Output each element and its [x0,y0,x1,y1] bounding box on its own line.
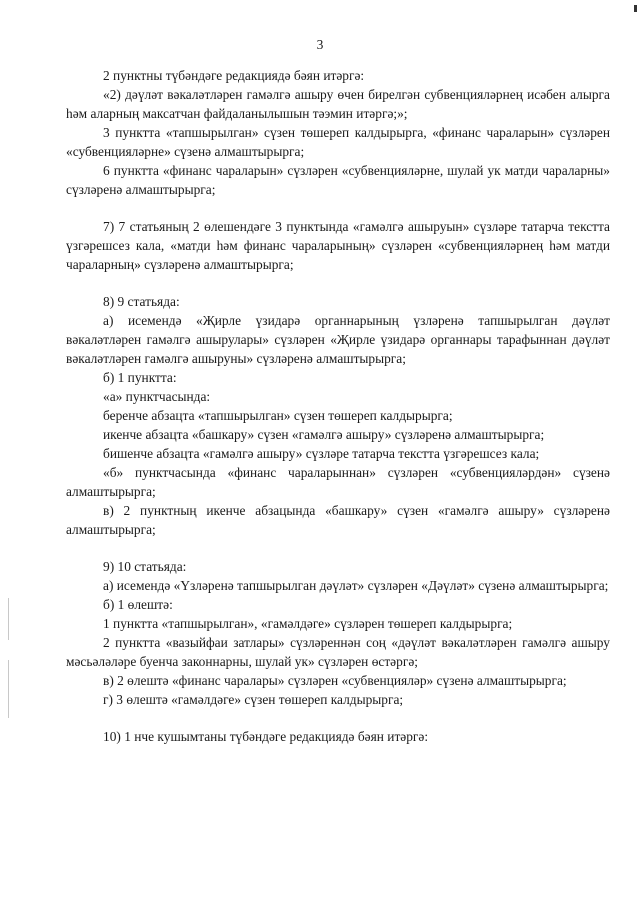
page-number: 3 [316,37,324,52]
document-body [66,66,610,746]
paragraph: 7) 7 статьяның 2 өлешендәге 3 пунктында «гамәлгә ашыруын» сүзләре татарча текстта үзгәрешсез кала, «матди һәм финанс чараларының» сүзләрен «субвенцияләрнең һәм матди чараларның» сүзләренә алмаштырырга; [66,219,610,272]
paragraph: 2 пунктта «вазыйфаи затлары» сүзләреннән соң «дәүләт вәкаләтләрен гамәлгә ашыру мәсьәләләре буенча законнарны, шулай ук» сүзләрен өстәргә; [66,635,610,669]
paragraph: 1 пунктта «тапшырылган», «гамәлдәге» сүзләрен төшереп калдырырга; [103,616,513,631]
paragraph: «2) дәүләт вәкаләтләрен гамәлгә ашыру өчен бирелгән субвенцияләрнең исәбен алырга һәм аларның максатчан файдаланылышын тәэмин итәргә;»; [66,87,610,121]
paragraph: «а» пунктчасында: [103,389,211,404]
paragraph: в) 2 пунктның икенче абзацында «башкару» сүзен «гамәлгә ашыру» сүзләренә алмаштырырга; [66,503,610,537]
paragraph: в) 2 өлештә «финанс чаралары» сүзләрен «субвенцияләр» сүзенә алмаштырырга; [103,673,567,688]
paragraph: 3 пунктта «тапшырылган» сүзен төшереп калдырырга, «финанс чараларын» сүзләрен «субвенцияләрне» сүзенә алмаштырырга; [66,125,610,159]
scan-corner-mark [634,5,637,12]
paragraph: икенче абзацта «башкару» сүзен «гамәлгә ашыру» сүзләренә алмаштырырга; [103,427,545,442]
paragraph: б) 1 пунктта: [103,370,177,385]
paragraph: 2 пунктны түбәндәге редакциядә бәян итәргә: [103,68,365,83]
scan-edge-mark [8,598,9,640]
paragraph: б) 1 өлештә: [103,597,173,612]
paragraph: 8) 9 статьяда: [103,294,180,309]
scan-edge-mark [8,660,9,718]
paragraph: беренче абзацта «тапшырылган» сүзен төшереп калдырырга; [103,408,453,423]
paragraph: 6 пунктта «финанс чараларын» сүзләрен «субвенцияләрне, шулай ук матди чараларны» сүзләренә алмаштырырга; [66,163,610,197]
paragraph: а) исемендә «Үзләренә тапшырылган дәүләт» сүзләрен «Дәүләт» сүзенә алмаштырырга; [103,578,609,593]
paragraph: г) 3 өлештә «гамәлдәге» сүзен төшереп калдырырга; [103,692,404,707]
paragraph: бишенче абзацта «гамәлгә ашыру» сүзләре татарча текстта үзгәрешсез кала; [103,446,540,461]
paragraph: 10) 1 нче кушымтаны түбәндәге редакциядә бәян итәргә: [103,729,429,744]
paragraph: а) исемендә «Җирле үзидарә органнарының үзләренә тапшырылган дәүләт вәкаләтләрен гамәлгә ашырулары» сүзләрен «Җирле үзидарә органнары тарафыннан дәүләт вәкаләтләрен гамәлгә ашыруны» сүзләренә алмаштырырга; [66,313,610,366]
paragraph: «б» пунктчасында «финанс чараларыннан» сүзләрен «субвенцияләрдән» сүзенә алмаштырырга; [66,465,610,499]
paragraph: 9) 10 статьяда: [103,559,187,574]
